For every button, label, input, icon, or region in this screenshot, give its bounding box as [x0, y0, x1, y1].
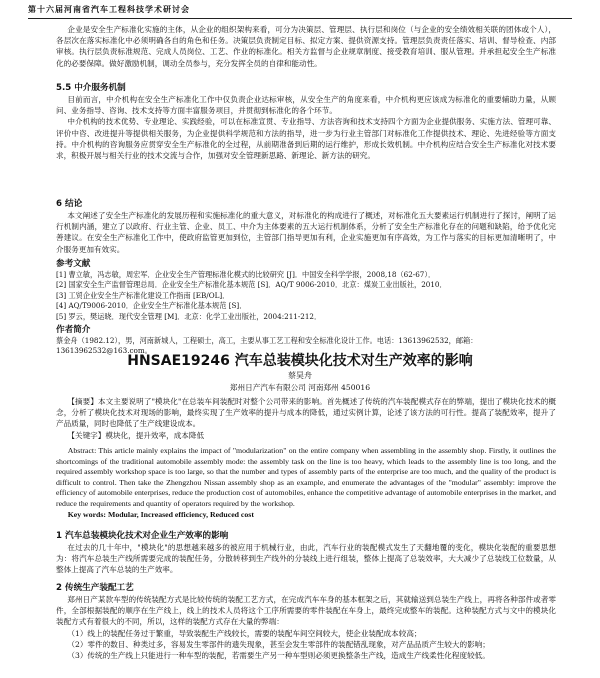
abstract-text-en: Abstract: This article mainly explains the impact of "modularization" on the entire company when assembling in the assembly shop. Firstly, it outlines the shortcomings of the traditional automobile assembly mode: the assembly task on the line is too heavy, which leads to the assembly line is too long, and the required assembly workshop space is too large, so that the number and types of assembly parts of the enterprise are too much, and the quality of the product is difficult to control. Then take the Zhengzhou Nissan assembly shop as an example, and enumerate the advantages of the "modular" assembly: improve the efficiency of automobile enterprises, reduce the production cost of automobiles, enhance the competitive advantage of automobile enterprises in the market, and reduce the requirements and quantity of operators required by the workshop.: [56, 446, 556, 508]
running-header: 第十六届河南省汽车工程科技学术研讨会: [28, 4, 572, 19]
section4-tail: [56, 24, 556, 69]
author-intro: 蔡金舟（1982.12），男，河南新城人，工程硕士，高工，主要从事工艺工程和安全标准化设计工作。电话：13613962532，邮箱：13613962532@163.com。: [56, 336, 478, 356]
section-5-5: [56, 82, 556, 161]
author-intro-heading: 作者简介: [56, 325, 91, 336]
paper-title: HNSAE19246 汽车总装模块化技术对生产效率的影响: [127, 353, 473, 369]
reference-item: [4] AQ/T9006-2010．企业安全生产标准化基本规范 [S]．: [56, 301, 247, 311]
paragraph: 本文阐述了安全生产标准化的发展历程和实施标准化的重大意义，对标准化的构成进行了概述，对标准化五大要素运行机制进行了探讨，阐明了运行机制内涵，建立了以政府、行业主管、企业、员工、中介为主体要素的五大运行机制体系，分析了安全生产标准化存在的问题和缺陷，给予优化完善建议。在安全生产标准化工作中，使政府监管更加到位，主管部门指导更加有利，企业实施更加有序高效，为工作与落实的目标更加清晰明了，中介服务更加有效实。: [56, 211, 556, 254]
reference-item: [2] 国家安全生产监督管理总局．企业安全生产标准化基本规范 [S]．AQ/T 9006-2010．北京：煤炭工业出版社，2010．: [56, 280, 447, 290]
abstract-text: 【摘要】本文主要说明了"模块化"在总装车间装配时对整个公司带来的影响。首先概述了传统的汽车装配模式存在的弊端，提出了模块化技术的概念，分析了模块化技术对现场的影响，最终实现了生产效率的提升与成本的降低，通过实例计算，论述了该方法的可行性。提高了装配效率，提升了产品质量，同时也降低了生产线建设成本。: [56, 397, 556, 429]
references-heading: 参考文献: [56, 259, 91, 269]
author-affiliation: 郑州日产汽车有限公司 河南郑州 450016: [229, 383, 371, 392]
section-heading: 2 传统生产装配工艺: [56, 583, 134, 593]
abstract-cn: [56, 396, 556, 441]
references: [56, 258, 556, 357]
section-heading: 5.5 中介服务机制: [56, 83, 126, 93]
section-2: [56, 582, 556, 661]
paragraph: 中介机构的技术优势、专业理论、实践经验，可以在标准宣贯、专业指导、方法咨询和技术支持四个方面为企业提供服务、实施方法、管理可靠、评价中咨、改进提升等提供相关服务，为企业提供科学规范和方法的指导，进一步为行业主管部门对标准化工作提供技术、理论、先进经验等方面支持。中介机构的咨询服务应贯穿安全生产标准化的全过程，从前期准备到后期的运行维护，形成长效机制。中介机构应结合安全生产标准化对技术要求，积极开展与相关行业的技术交流与合作，加强对安全管理新思路、新理论、新方法的研究。: [56, 117, 556, 161]
paragraph: 企业是安全生产标准化实施的主体，从企业的组织架构来看，可分为决策层、管理层、执行层和岗位（与企业的安全绩效相关联的团体或个人），各层次在落实标准化中必须明确各自的角色和任务。决策层负责制定目标、拟定方案、提供资源支持。管理层负责责任落实、培训、督导检查、内部审核。执行层负责标准规范、完成人员岗位、工艺、作业的标准化。相关方监督与企业规章制度、接受教育培训、服从管理。并承担起安全生产标准化的必要保障。做好激励机制，调动全员参与，充分发挥全员的自律和能动性。: [56, 25, 556, 68]
author-name: 蔡昊舟: [288, 371, 312, 380]
keywords-cn: 【关键字】模块化，提升效率，成本降低: [67, 430, 205, 440]
list-item: （3）传统的生产线上只能进行一种车型的装配，若需要生产另一种车型则必须更换整条生产线，造成生产线柔性化程度较低。: [67, 651, 490, 661]
section-6: [56, 198, 556, 255]
paragraph: 郑州日产某款车型的传统装配方式是比较传统的装配工艺方式，在完成汽车车身的基本框架之后，其就输送到总装生产线上，再将各种部件或者零件，全部根据装配的顺序在生产线上，线上的技术人员将这个工序所需要的零件装配在车身上，最终完成整车的装配。这种装配方式与文中的模块化装配方式有着很大的不同，所以，这样的装配方式存在大量的弊端：: [56, 595, 556, 627]
paragraph: 在过去的几十年中，"模块化"的思想越来越多的被应用于机械行业，由此，汽车行业的装配模式发生了天翻地覆的变化，模块化装配的重要思想为：将汽车总装生产线所需要完成的装配任务，分散转移到生产线外的分装线上进行组装，整体上提高了总装效率，大大减少了总装线工位数量，从整体上提高了汽车总装的生产效率。: [56, 543, 556, 575]
keywords-en: Key words: Modular, Increased efficiency, Reduced cost: [67, 509, 254, 519]
reference-item: [5] 罗云，樊运晓．现代安全管理 [M]．北京：化学工业出版社，2004:211-212．: [56, 311, 322, 321]
reference-item: [1] 曹立敏，冯志敏，周宏军．企业安全生产管理标准化模式的比较研究 [J]．中国安全科学学报，2008,18（62-67）．: [56, 270, 436, 279]
list-item: （1）线上的装配任务过于繁重，导致装配生产线较长，需要的装配车间空间较大，使企业装配成本较高；: [67, 628, 422, 638]
section-heading: 6 结论: [56, 199, 83, 209]
abstract-en: [56, 446, 556, 520]
section-heading: 1 汽车总装模块化技术对企业生产效率的影响: [56, 531, 229, 541]
reference-item: [3] 工贸企业安全生产标准化建设工作指南 [EB/OL]．: [56, 290, 230, 300]
paragraph: 目前而言，中介机构在安全生产标准化工作中仅负责企业达标审核，从安全生产的角度来看，中介机构更应该成为标准化的重要辅助力量，从顾问、业务指导、咨询、技术支持等方面丰富服务项目，并贯彻到标准化的各个环节。: [56, 95, 556, 116]
list-item: （2）零件的数目、种类过多，容易发生零部件的遗失现象，甚至会发生零部件的装配错乱现象，对产品品质产生较大的影响；: [67, 639, 490, 649]
section-1: [56, 530, 556, 576]
